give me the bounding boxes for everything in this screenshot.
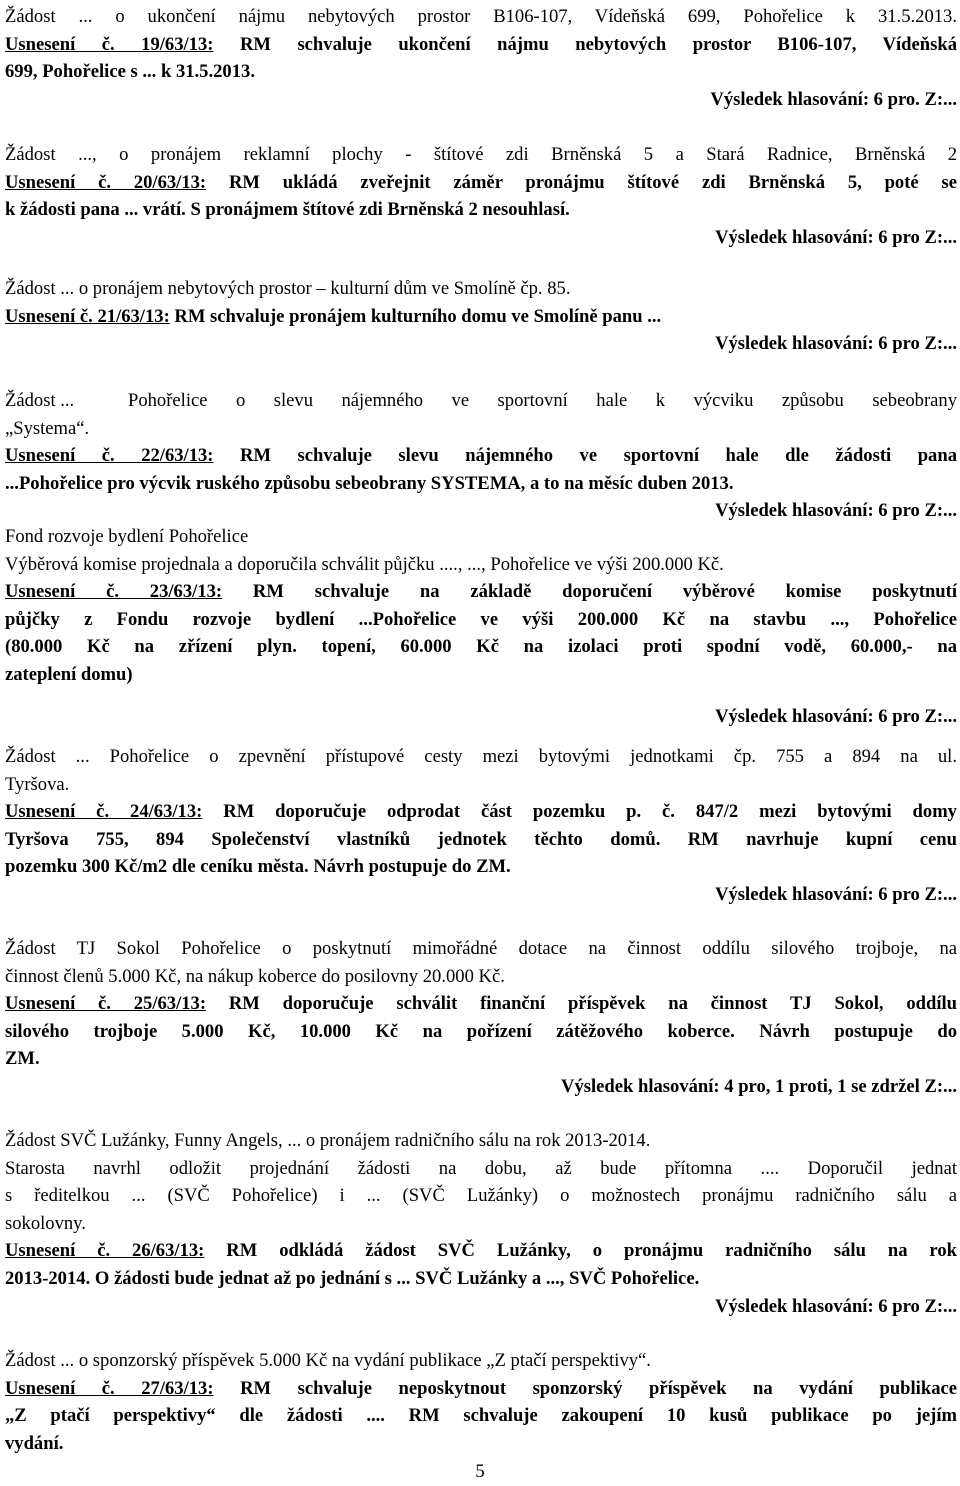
resolution-label: Usnesení č. 20/63/13: bbox=[5, 171, 207, 193]
resolution-line bbox=[5, 798, 957, 826]
vote-result: Výsledek hlasování: 6 pro Z:... bbox=[715, 883, 957, 905]
resolution-line: silového trojboje 5.000 Kč, 10.000 Kč na pořízení zátěžového koberce. Návrh postupuje do bbox=[5, 1020, 957, 1042]
resolution-line: vydání. bbox=[5, 1432, 64, 1454]
resolution-line bbox=[5, 578, 957, 606]
resolution-line: půjčky z Fondu rozvoje bydlení ...Pohořelice ve výši 200.000 Kč na stavbu ..., Pohořelice bbox=[5, 608, 957, 630]
resolution-label: Usnesení č. 26/63/13: bbox=[5, 1240, 205, 1262]
vote-result: Výsledek hlasování: 6 pro Z:... bbox=[715, 500, 957, 522]
request-line: činnost členů 5.000 Kč, na nákup koberce do posilovny 20.000 Kč. bbox=[5, 965, 505, 987]
resolution-line: k žádosti pana ... vrátí. S pronájmem štítové zdi Brněnská 2 nesouhlasí. bbox=[5, 199, 570, 221]
request-line: Žádost ... o ukončení nájmu nebytových prostor B106-107, Vídeňská 699, Pohořelice k 31.5.2013. bbox=[5, 6, 957, 27]
resolution-line: ZM. bbox=[5, 1048, 40, 1070]
agenda-item-sports-hall bbox=[5, 387, 957, 525]
request-line: Žádost ..., o pronájem reklamní plochy - štítové zdi Brněnská 5 a Stará Radnice, Brněnská 2 bbox=[5, 144, 957, 165]
resolution-label: Usnesení č. 25/63/13: bbox=[5, 993, 207, 1015]
request-line: s ředitelkou ... (SVČ Pohořelice) i ... (SVČ Lužánky) o možnostech pronájmu radničního sálu a bbox=[5, 1185, 957, 1207]
resolution-line: zateplení domu) bbox=[5, 663, 133, 685]
resolution-label: Usnesení č. 23/63/13: bbox=[5, 581, 223, 603]
page-number: 5 bbox=[475, 1461, 485, 1482]
request-line: Žádost TJ Sokol Pohořelice o poskytnutí mimořádné dotace na činnost oddílu silového trojboje, na bbox=[5, 938, 957, 959]
resolution-line bbox=[5, 1237, 957, 1265]
vote-result: Výsledek hlasování: 6 pro Z:... bbox=[715, 705, 957, 727]
resolution-line bbox=[5, 169, 957, 197]
request-prefix: Žádost ... bbox=[5, 390, 75, 411]
resolution-label: Usnesení č. 22/63/13: bbox=[5, 445, 214, 467]
request-line: Výběrová komise projednala a doporučila schválit půjčku ...., ..., Pohořelice ve výši 200.000 Kč. bbox=[5, 553, 724, 575]
request-line: Žádost SVČ Lužánky, Funny Angels, ... o pronájem radničního sálu na rok 2013-2014. bbox=[5, 1130, 651, 1151]
request-line: „Systema“. bbox=[5, 417, 90, 439]
vote-result: Výsledek hlasování: 6 pro Z:... bbox=[715, 226, 957, 248]
agenda-item-housing-fund bbox=[5, 523, 957, 730]
resolution-text: RM schvaluje slevu nájemného ve sportovní hale dle žádosti pana bbox=[213, 445, 957, 467]
resolution-label: Usnesení č. 19/63/13: bbox=[5, 33, 214, 55]
resolution-line: (80.000 Kč na zřízení plyn. topení, 60.000 Kč na izolaci proti spodní vodě, 60.000,- na bbox=[5, 636, 957, 658]
request-line: Žádost ... Pohořelice o zpevnění přístupové cesty mezi bytovými jednotkami čp. 755 a 894 na ul. bbox=[5, 746, 957, 767]
vote-result: Výsledek hlasování: 6 pro Z:... bbox=[715, 1295, 957, 1317]
resolution-text: RM doporučuje schválit finanční příspěvek na činnost TJ Sokol, oddílu bbox=[206, 993, 957, 1015]
agenda-item-cultural-house bbox=[5, 275, 957, 358]
resolution-line: 699, Pohořelice s ... k 31.5.2013. bbox=[5, 61, 255, 83]
resolution-text: RM schvaluje ukončení nájmu nebytových prostor B106-107, Vídeňská bbox=[213, 33, 957, 55]
request-line: Žádost ... o sponzorský příspěvek 5.000 Kč na vydání publikace „Z ptačí perspektivy“. bbox=[5, 1350, 651, 1371]
resolution-line: 2013-2014. O žádosti bude jednat až po jednání s ... SVČ Lužánky a ..., SVČ Pohořelice. bbox=[5, 1267, 700, 1289]
resolution-line bbox=[5, 990, 957, 1018]
resolution-line: Tyršova 755, 894 Společenství vlastníků jednotek těchto domů. RM navrhuje kupní cenu bbox=[5, 828, 957, 850]
section-heading: Fond rozvoje bydlení Pohořelice bbox=[5, 526, 249, 547]
request-line: Tyršova. bbox=[5, 773, 70, 795]
agenda-item-billboard bbox=[5, 141, 957, 251]
resolution-text: RM schvaluje neposkytnout sponzorský příspěvek na vydání publikace bbox=[213, 1377, 957, 1399]
resolution-line bbox=[5, 442, 957, 470]
resolution-label: Usnesení č. 24/63/13: bbox=[5, 801, 203, 823]
request-line: sokolovny. bbox=[5, 1212, 86, 1234]
resolution-label: Usnesení č. 27/63/13: bbox=[5, 1377, 214, 1399]
vote-result: Výsledek hlasování: 4 pro, 1 proti, 1 se zdržel Z:... bbox=[561, 1075, 957, 1097]
agenda-item-sponsorship bbox=[5, 1347, 957, 1457]
resolution-text: RM odkládá žádost SVČ Lužánky, o pronájmu radničního sálu na rok bbox=[204, 1240, 957, 1262]
resolution-text: RM doporučuje odprodat část pozemku p. č. 847/2 mezi bytovými domy bbox=[202, 801, 957, 823]
agenda-item-lease-termination bbox=[5, 3, 957, 113]
agenda-item-access-road bbox=[5, 743, 957, 909]
request-line: Starosta navrhl odložit projednání žádosti na dobu, až bude přítomna .... Doporučil jednat bbox=[5, 1157, 957, 1179]
resolution-label: Usnesení č. 21/63/13: bbox=[5, 305, 170, 327]
request-line bbox=[5, 387, 957, 415]
request-text: Pohořelice o slevu nájemného ve sportovní hale k výcviku způsobu sebeobrany bbox=[128, 390, 957, 411]
resolution-line bbox=[5, 1375, 957, 1403]
resolution-text: RM schvaluje pronájem kulturního domu ve Smolíně panu ... bbox=[169, 305, 662, 327]
resolution-text: RM ukládá zveřejnit záměr pronájmu štítové zdi Brněnská 5, poté se bbox=[206, 171, 957, 193]
request-line: Žádost ... o pronájem nebytových prostor – kulturní dům ve Smolíně čp. 85. bbox=[5, 278, 571, 299]
agenda-item-tj-sokol bbox=[5, 935, 957, 1101]
resolution-text: RM schvaluje na základě doporučení výběrové komise poskytnutí bbox=[222, 581, 957, 603]
agenda-item-svc-luzanky bbox=[5, 1127, 957, 1320]
resolution-line: pozemku 300 Kč/m2 dle ceníku města. Návrh postupuje do ZM. bbox=[5, 856, 511, 878]
resolution-line: „Z ptačí perspektivy“ dle žádosti .... RM schvaluje zakoupení 10 kusů publikace po jejím bbox=[5, 1405, 957, 1427]
vote-result: Výsledek hlasování: 6 pro Z:... bbox=[715, 333, 957, 355]
vote-result: Výsledek hlasování: 6 pro. Z:... bbox=[710, 88, 957, 110]
resolution-line: ...Pohořelice pro výcvik ruského způsobu sebeobrany SYSTEMA, a to na měsíc duben 2013. bbox=[5, 472, 734, 494]
resolution-line bbox=[5, 31, 957, 59]
resolution-line bbox=[5, 303, 957, 331]
